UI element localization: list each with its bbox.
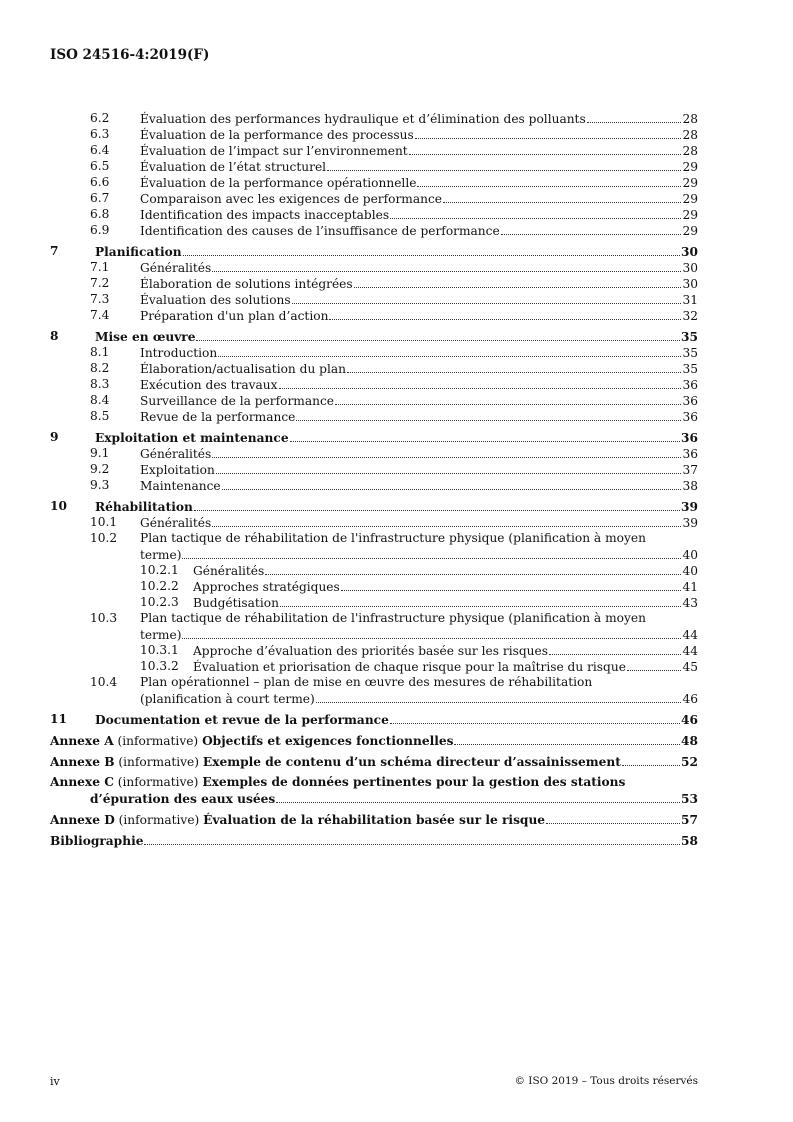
toc-text: Revue de la performance (140, 410, 296, 424)
annex-title: Exemple de contenu d’un schéma directeur d’assainissement (202, 755, 621, 769)
toc-num: 10.2.2 (140, 579, 179, 593)
toc-num: 8 (50, 329, 59, 343)
toc-num: 7.3 (90, 292, 110, 306)
toc-text: Maintenance (140, 479, 221, 493)
toc-text: Plan tactique de réhabilitation de l'infrastructure physique (planification à moyen (140, 611, 646, 625)
toc-entry-7-2[interactable] (50, 275, 698, 291)
leader-dots (216, 461, 682, 474)
leader-dots (183, 243, 680, 256)
toc-page: 48 (681, 734, 698, 748)
toc-text: Élaboration/actualisation du plan (140, 362, 346, 376)
toc-page: 35 (682, 362, 698, 376)
toc-page: 52 (681, 755, 698, 769)
toc-page: 30 (682, 261, 698, 275)
annex-label: Annexe A (50, 734, 114, 748)
toc-num: 6.8 (90, 207, 110, 221)
toc-num: 8.4 (90, 393, 110, 407)
leader-dots (417, 174, 681, 187)
leader-dots (212, 514, 681, 527)
toc-chapter-7[interactable] (50, 243, 698, 259)
toc-annex-c-cont[interactable] (50, 790, 698, 806)
toc-num: 10.2.3 (140, 595, 179, 609)
leader-dots (265, 562, 681, 575)
toc-num: 7.2 (90, 276, 110, 290)
leader-dots (627, 658, 682, 671)
toc-text: Évaluation et priorisation de chaque risque pour la maîtrise du risque (193, 660, 626, 674)
toc-entry-6-2[interactable] (50, 110, 698, 126)
toc-text: Identification des impacts inacceptables (140, 208, 390, 222)
toc-text: Bibliographie (50, 834, 144, 848)
leader-dots (144, 832, 680, 845)
toc-page: 31 (682, 293, 698, 307)
toc-num: 10.2 (90, 531, 118, 545)
leader-dots (415, 126, 682, 139)
toc-entry-7-4[interactable] (50, 307, 698, 323)
toc-num: 9 (50, 430, 59, 444)
toc-text: Exécution des travaux (140, 378, 278, 392)
toc-text: Généralités (140, 447, 212, 461)
toc-num: 6.4 (90, 143, 110, 157)
toc-page: 29 (682, 224, 698, 238)
toc-page: 29 (682, 208, 698, 222)
toc-text: Surveillance de la performance (140, 394, 334, 408)
toc-text: Élaboration de solutions intégrées (140, 277, 353, 291)
toc-text: Exploitation et maintenance (95, 431, 289, 445)
annex-label: Annexe B (50, 755, 115, 769)
toc-page: 30 (681, 245, 698, 259)
leader-dots (501, 222, 682, 235)
toc-num: 6.2 (90, 111, 110, 125)
toc-page: 30 (682, 277, 698, 291)
toc-text: Évaluation des solutions (140, 293, 291, 307)
leader-dots (335, 392, 681, 405)
toc-num: 10.2.1 (140, 563, 179, 577)
toc-entry-10-3-2[interactable] (50, 658, 698, 674)
toc-entry-6-9[interactable] (50, 222, 698, 238)
toc-page: 38 (682, 479, 698, 493)
toc-page: 46 (681, 713, 698, 727)
leader-dots (316, 690, 682, 703)
annex-type: (informative) (117, 734, 199, 748)
toc-text: Évaluation de l’impact sur l’environnement (140, 144, 408, 158)
toc-text: Réhabilitation (95, 500, 193, 514)
table-of-contents (50, 110, 698, 848)
leader-dots (354, 275, 682, 288)
leader-dots (329, 307, 681, 320)
toc-page: 36 (682, 447, 698, 461)
leader-dots (347, 360, 681, 373)
leader-dots (390, 711, 680, 724)
toc-page: 44 (682, 628, 698, 642)
toc-page: 32 (682, 309, 698, 323)
leader-dots (280, 594, 682, 607)
annex-title: Objectifs et exigences fonctionnelles (202, 734, 454, 748)
toc-entry-10-3-1[interactable] (50, 642, 698, 658)
toc-num: 7 (50, 244, 59, 258)
toc-num: 6.9 (90, 223, 110, 237)
toc-chapter-10[interactable] (50, 498, 698, 514)
annex-type: (informative) (117, 775, 199, 789)
toc-annex-a[interactable] (50, 732, 698, 748)
toc-entry-10-2-1[interactable] (50, 562, 698, 578)
toc-page: 39 (682, 516, 698, 530)
toc-text: Généralités (193, 564, 265, 578)
toc-bibliography[interactable] (50, 832, 698, 848)
toc-entry-6-5[interactable] (50, 158, 698, 174)
leader-dots (290, 429, 680, 442)
toc-num: 10.3 (90, 611, 118, 625)
toc-entry-8-3[interactable] (50, 376, 698, 392)
annex-title: Évaluation de la réhabilitation basée sur le risque (203, 813, 546, 827)
toc-entry-10-2-cont[interactable] (50, 546, 698, 562)
toc-num: 6.7 (90, 191, 110, 205)
leader-dots (327, 158, 681, 171)
leader-dots (443, 190, 681, 203)
toc-text: Évaluation des performances hydraulique et d’élimination des polluants (140, 112, 586, 126)
toc-text: Généralités (140, 516, 212, 530)
toc-page: 28 (682, 112, 698, 126)
toc-entry-6-8[interactable] (50, 206, 698, 222)
toc-annex-c[interactable] (50, 774, 698, 790)
toc-entry-10-2-2[interactable] (50, 578, 698, 594)
leader-dots (390, 206, 681, 219)
toc-page: 57 (681, 813, 698, 827)
toc-page: 36 (682, 394, 698, 408)
toc-page: 36 (682, 378, 698, 392)
toc-num: 8.2 (90, 361, 110, 375)
toc-num: 10 (50, 499, 67, 513)
leader-dots (622, 753, 680, 766)
leader-dots (194, 498, 680, 511)
toc-page: 58 (681, 834, 698, 848)
toc-num: 7.4 (90, 308, 110, 322)
toc-page: 43 (682, 596, 698, 610)
toc-entry-8-2[interactable] (50, 360, 698, 376)
toc-num: 10.3.1 (140, 643, 179, 657)
toc-num: 9.2 (90, 462, 110, 476)
toc-text: Planification (95, 245, 182, 259)
toc-text: terme) (140, 628, 182, 642)
leader-dots (222, 477, 682, 490)
toc-entry-9-1[interactable] (50, 445, 698, 461)
toc-num: 9.3 (90, 478, 110, 492)
toc-text: Généralités (140, 261, 212, 275)
toc-entry-10-1[interactable] (50, 514, 698, 530)
toc-text: Approche d’évaluation des priorités basée sur les risques (193, 644, 548, 658)
toc-page: 44 (682, 644, 698, 658)
leader-dots (196, 328, 680, 341)
toc-page: 37 (682, 463, 698, 477)
toc-num: 7.1 (90, 260, 110, 274)
leader-dots (212, 259, 681, 272)
toc-page: 28 (682, 128, 698, 142)
toc-num: 10.4 (90, 675, 118, 689)
annex-label: Annexe C (50, 775, 114, 789)
toc-page: 35 (681, 330, 698, 344)
toc-num: 9.1 (90, 446, 110, 460)
toc-text: Évaluation de l’état structurel (140, 160, 327, 174)
toc-num: 8.1 (90, 345, 110, 359)
footer-page-number: iv (50, 1075, 60, 1088)
toc-page: 36 (682, 410, 698, 424)
leader-dots (587, 110, 682, 123)
toc-num: 8.5 (90, 409, 110, 423)
toc-page: 29 (682, 192, 698, 206)
toc-text: Approches stratégiques (193, 580, 340, 594)
toc-chapter-11[interactable] (50, 711, 698, 727)
toc-text: Identification des causes de l’insuffisance de performance (140, 224, 500, 238)
toc-page: 46 (682, 692, 698, 706)
leader-dots (409, 142, 682, 155)
annex-type: (informative) (118, 755, 200, 769)
toc-page: 40 (682, 548, 698, 562)
toc-text: Préparation d'un plan d’action (140, 309, 329, 323)
toc-page: 35 (682, 346, 698, 360)
leader-dots (341, 578, 682, 591)
toc-entry-7-1[interactable] (50, 259, 698, 275)
toc-entry-6-6[interactable] (50, 174, 698, 190)
leader-dots (292, 291, 682, 304)
toc-num: 10.1 (90, 515, 118, 529)
toc-text: Introduction (140, 346, 218, 360)
annex-type: (informative) (118, 813, 200, 827)
toc-num: 6.5 (90, 159, 110, 173)
toc-entry-6-4[interactable] (50, 142, 698, 158)
toc-entry-9-2[interactable] (50, 461, 698, 477)
leader-dots (549, 642, 682, 655)
toc-annex-d[interactable] (50, 811, 698, 827)
toc-text: (planification à court terme) (140, 692, 315, 706)
toc-entry-10-2-3[interactable] (50, 594, 698, 610)
toc-page: 29 (682, 176, 698, 190)
toc-text: Plan opérationnel – plan de mise en œuvre des mesures de réhabilitation (140, 675, 593, 689)
toc-entry-10-4-cont[interactable] (50, 690, 698, 706)
toc-num: 10.3.2 (140, 659, 179, 673)
toc-entry-6-7[interactable] (50, 190, 698, 206)
toc-entry-7-3[interactable] (50, 291, 698, 307)
leader-dots (182, 626, 681, 639)
toc-text: Évaluation de la performance des processus (140, 128, 414, 142)
annex-label: Annexe D (50, 813, 115, 827)
toc-num: 11 (50, 712, 67, 726)
toc-page: 40 (682, 564, 698, 578)
leader-dots (276, 790, 680, 803)
annex-title: d’épuration des eaux usées (90, 792, 276, 806)
toc-entry-8-5[interactable] (50, 408, 698, 424)
toc-page: 53 (681, 792, 698, 806)
toc-num: 6.6 (90, 175, 110, 189)
leader-dots (212, 445, 681, 458)
toc-entry-10-2[interactable] (50, 530, 698, 546)
toc-text: terme) (140, 548, 182, 562)
leader-dots (454, 732, 680, 745)
leader-dots (182, 546, 681, 559)
toc-text: Comparaison avec les exigences de performance (140, 192, 443, 206)
toc-page: 36 (681, 431, 698, 445)
toc-entry-10-4[interactable] (50, 674, 698, 690)
toc-text: Budgétisation (193, 596, 279, 610)
toc-text: Documentation et revue de la performance (95, 713, 389, 727)
toc-entry-10-3-cont[interactable] (50, 626, 698, 642)
toc-page: 29 (682, 160, 698, 174)
footer-copyright: © ISO 2019 – Tous droits réservés (514, 1075, 698, 1087)
toc-num: 8.3 (90, 377, 110, 391)
toc-entry-8-1[interactable] (50, 344, 698, 360)
toc-page: 41 (682, 580, 698, 594)
toc-page: 39 (681, 500, 698, 514)
annex-title: Exemples de données pertinentes pour la gestion des stations (202, 775, 626, 789)
leader-dots (279, 376, 682, 389)
toc-page: 45 (682, 660, 698, 674)
toc-entry-6-3[interactable] (50, 126, 698, 142)
toc-num: 6.3 (90, 127, 110, 141)
toc-page: 28 (682, 144, 698, 158)
leader-dots (546, 811, 680, 824)
toc-entry-10-3[interactable] (50, 610, 698, 626)
toc-annex-b[interactable] (50, 753, 698, 769)
toc-text: Évaluation de la performance opérationnelle (140, 176, 417, 190)
toc-text: Mise en œuvre (95, 330, 196, 344)
toc-chapter-9[interactable] (50, 429, 698, 445)
toc-text: Exploitation (140, 463, 215, 477)
document-header: ISO 24516-4:2019(F) (50, 47, 210, 63)
toc-text: Plan tactique de réhabilitation de l'infrastructure physique (planification à moyen (140, 531, 646, 545)
leader-dots (296, 408, 681, 421)
toc-entry-9-3[interactable] (50, 477, 698, 493)
leader-dots (218, 344, 681, 357)
toc-chapter-8[interactable] (50, 328, 698, 344)
toc-entry-8-4[interactable] (50, 392, 698, 408)
